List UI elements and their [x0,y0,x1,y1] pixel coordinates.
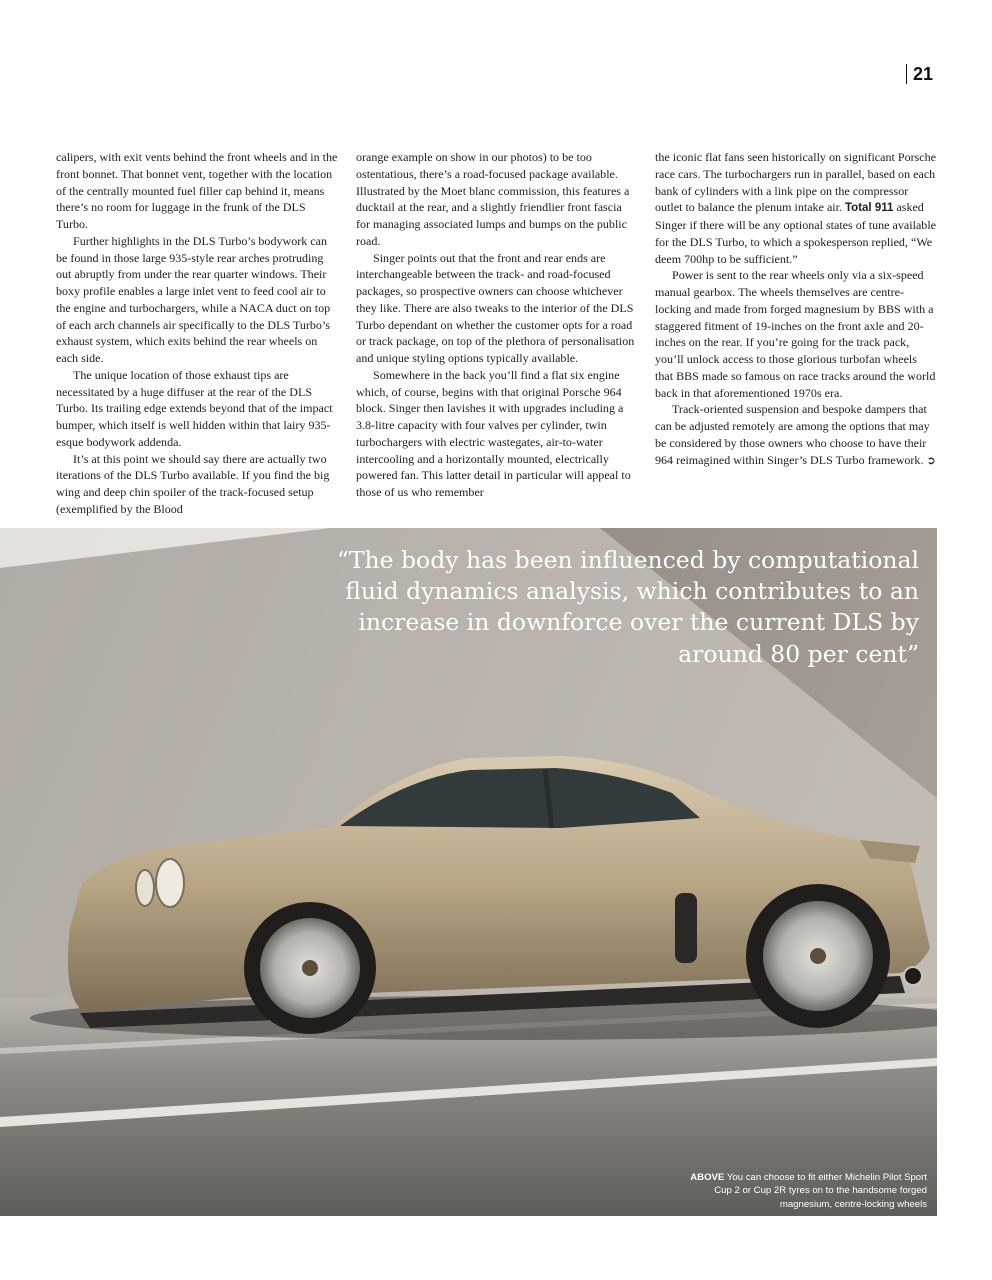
caption-label: ABOVE [690,1172,725,1183]
page-number: 21 [906,64,933,84]
paragraph: Track-oriented suspension and bespoke dampers that can be adjusted remotely are among the options that may be considered by those owners who choose to have their 964 reimagined within Singer’s DLS Turbo framework. ➲ [655,402,936,467]
paragraph: The unique location of those exhaust tips are necessitated by a huge diffuser at the rear of the DLS Turbo. Its trailing edge extends beyond that of the impact bumper, which itself is well hidden within that lairy 935-esque bodywork addenda. [56,367,333,449]
end-arrow-icon: ➲ [926,453,936,467]
exhaust-tip [904,967,922,985]
wheel-hub [302,960,318,976]
paragraph: the iconic flat fans seen historically on significant Porsche race cars. The turbochargers run in parallel, based on each bank of cylinders with a link pipe on the compressor outlet to balance the plenum intake air. Total 911 asked Singer if there will be any optional states of tune available for the DLS Turbo, to which a spokesperson replied, “We deem 700hp to be sufficient.” [655,150,937,266]
side-inlet-vent [675,893,697,963]
pull-quote: “The body has been influenced by computational fluid dynamics analysis, which contributes to an increase in downforce over the current DLS by around 80 per cent” [336,546,919,668]
paragraph: calipers, with exit vents behind the front wheels and in the front bonnet. That bonnet vent, together with the location of the centrally mounted fuel filler cap behind it, means there’s no room for luggage in the frunk of the DLS Turbo. [56,150,338,231]
article-column-1 [56,149,338,518]
article-column-2 [356,149,638,501]
headlight [156,859,184,907]
paragraph: Singer points out that the front and rear ends are interchangeable between the track- and road-focused packages, so prospective owners can choose whichever they like. There are also tweaks to the interior of the DLS Turbo dependant on whether the customer opts for a road or track package, on top of the plethora of personalisation and unique styling options typically available. [356,250,635,365]
article-column-3 [655,149,937,469]
paragraph: It’s at this point we should say there are actually two iterations of the DLS Turbo available. If you find the big wing and deep chin spoiler of the track-focused setup (exemplified by the Blood [56,451,330,516]
paragraph: orange example on show in our photos) to be too ostentatious, there’s a road-focused package available. Illustrated by the Moet blanc commission, this features a ducktail at the rear, and a slightly friendlier front fascia for managing associated lumps and bumps on the public road. [356,150,630,248]
headlight [136,870,154,906]
paragraph: Further highlights in the DLS Turbo’s bodywork can be found in those large 935-style rear arches protruding out abruptly from under the rear quarter windows. Their boxy profile enables a large inlet vent to feed cool air to the engine and turbochargers, while a NACA duct on top of each arch channels air specifically to the DLS Turbo’s exhaust system, which exits behind the rear wheels on each side. [56,233,331,365]
paragraph: Power is sent to the rear wheels only via a six-speed manual gearbox. The wheels themselves are centre-locking and made from forged magnesium by BBS with a staggered fitment of 19-inches on the front axle and 20-inches on the rear. If you’re going for the track pack, you’ll unlock access to those glorious turbofan wheels that BBS made so famous on race tracks around the world back in that aforementioned 1970s era. [655,268,936,400]
wheel-hub [810,948,826,964]
photo-caption [677,1171,927,1211]
magazine-name: Total 911 [845,202,894,215]
paragraph: Somewhere in the back you’ll find a flat six engine which, of course, begins with that original Porsche 964 block. Singer then lavishes it with upgrades including a 3.8-litre capacity with four valves per cylinder, twin turbochargers with electric wastegates, air-to-water intercooling and a horizontally mounted, electrically powered fan. This latter detail in particular will appeal to those of us who remember [356,367,631,499]
caption-text: You can choose to fit either Michelin Pilot Sport Cup 2 or Cup 2R tyres on to the handsome forged magnesium, centre-locking wheels [714,1172,927,1210]
